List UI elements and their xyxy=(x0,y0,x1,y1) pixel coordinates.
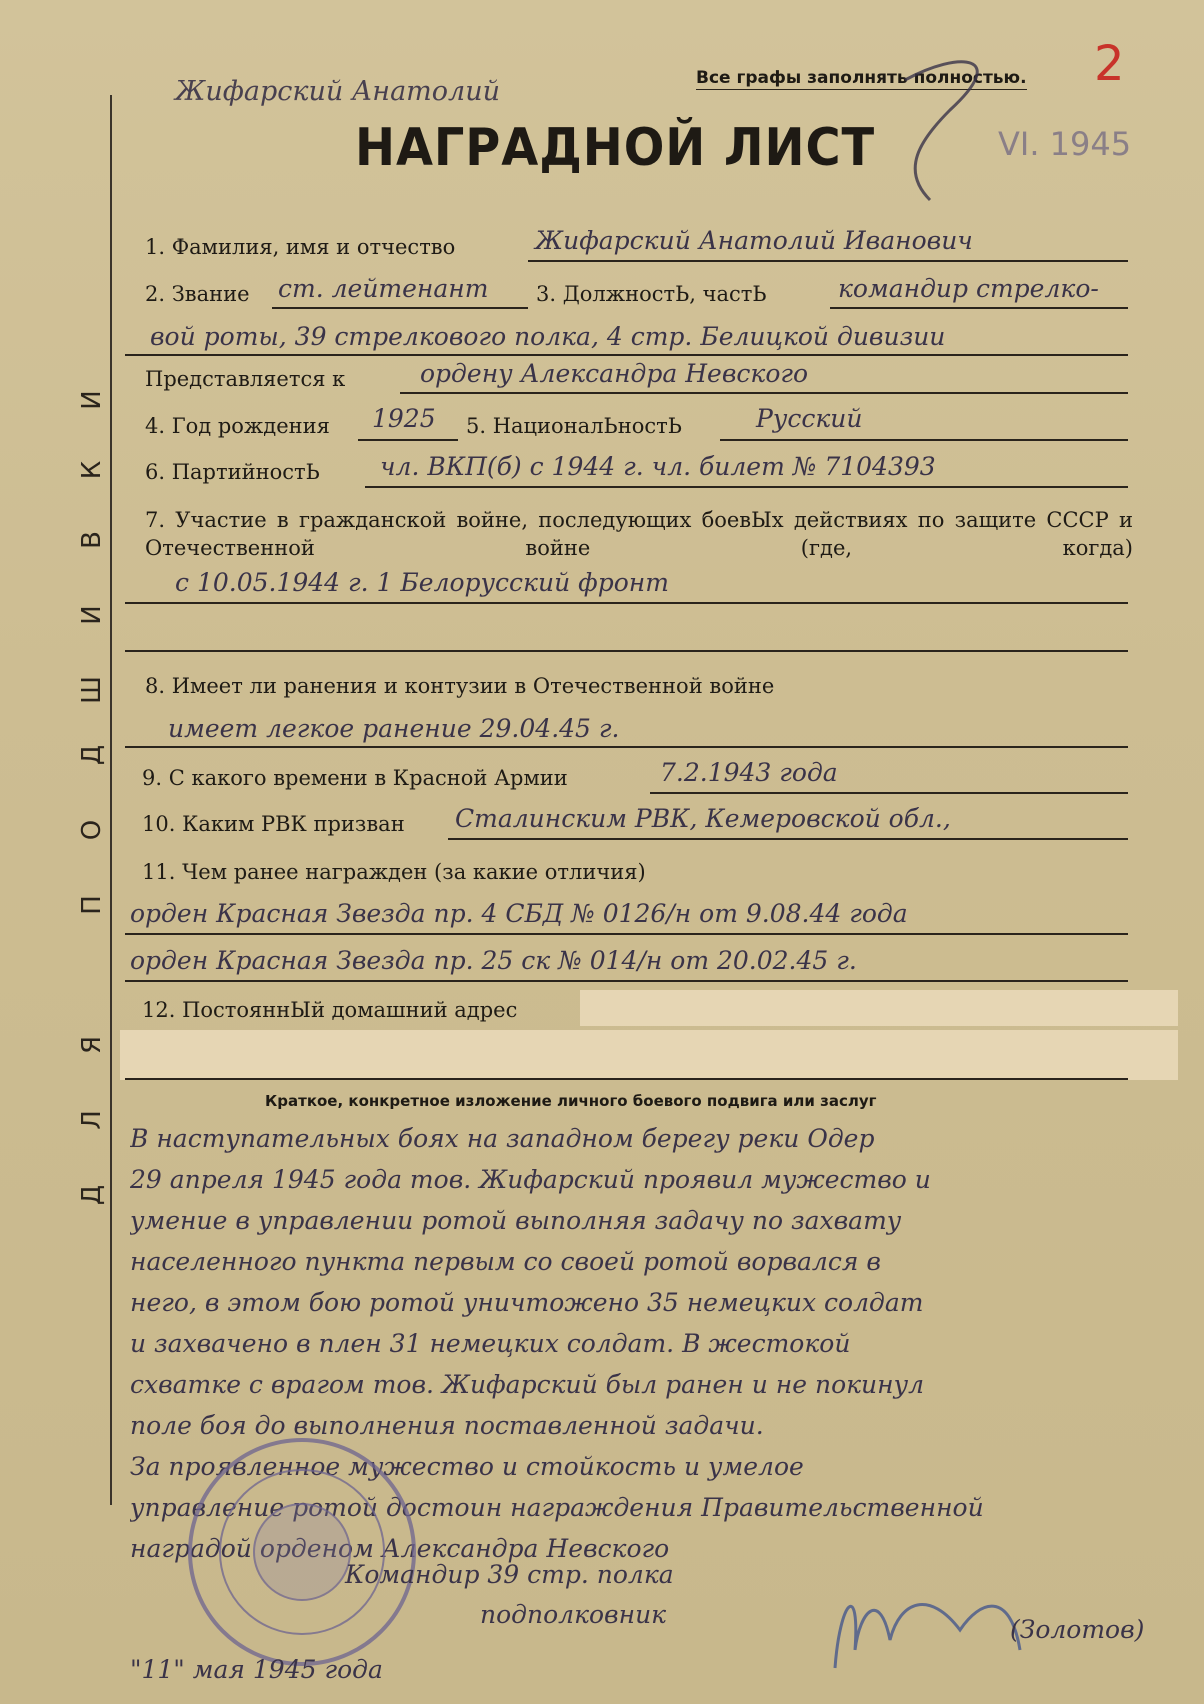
field-4-label: 4. Год рождения xyxy=(145,414,330,438)
field-11-value-1: орден Красная Звезда пр. 4 СБД № 0126/н от 9.08.44 года xyxy=(130,899,908,928)
field-5-value: Русский xyxy=(756,404,863,433)
field-8-label: 8. Имеет ли ранения и контузии в Отечественной войне xyxy=(145,674,775,698)
binding-letter: Д xyxy=(77,1184,107,1206)
official-seal xyxy=(190,1440,414,1664)
field-3-label: 3. ДолжностЬ, частЬ xyxy=(536,282,767,306)
field-1-value: Жифарский Анатолий Иванович xyxy=(535,226,973,255)
narrative-line: и захвачено в плен 31 немецких солдат. В жестокой xyxy=(130,1329,851,1358)
document-title: НАГРАДНОЙ ЛИСТ xyxy=(355,118,876,178)
presented-label: Представляется к xyxy=(145,367,346,391)
signatory-name: (Золотов) xyxy=(1010,1615,1145,1644)
binding-letter: В xyxy=(77,531,107,549)
field-11-label: 11. Чем ранее награжден (за какие отличия) xyxy=(142,860,646,884)
field-6-value: чл. ВКП(б) с 1944 г. чл. билет № 7104393 xyxy=(380,452,936,481)
narrative-line: За проявленное мужество и стойкость и умелое xyxy=(130,1452,804,1481)
binding-letter: Ш xyxy=(77,676,107,704)
field-2-label: 2. Звание xyxy=(145,282,250,306)
field-3-value-continued: вой роты, 39 стрелкового полка, 4 стр. Белицкой дивизии xyxy=(150,322,946,351)
narrative-line: него, в этом бою ротой уничтожено 35 немецких солдат xyxy=(130,1288,924,1317)
narrative-line: умение в управлении ротой выполняя задачу по захвату xyxy=(130,1206,902,1235)
field-7-value: с 10.05.1944 г. 1 Белорусский фронт xyxy=(175,568,669,597)
binding-letter: Л xyxy=(77,1110,107,1130)
signing-date: "11" мая 1945 года xyxy=(130,1655,383,1684)
narrative-line: поле боя до выполнения поставленной задачи. xyxy=(130,1411,764,1440)
narrative-heading: Краткое, конкретное изложение личного боевого подвига или заслуг xyxy=(265,1092,877,1110)
narrative-line: населенного пункта первым со своей ротой ворвался в xyxy=(130,1247,881,1276)
field-5-label: 5. НационалЬностЬ xyxy=(466,414,682,438)
presented-value: ордену Александра Невского xyxy=(420,359,809,388)
field-4-value: 1925 xyxy=(372,404,436,433)
binding-letter: О xyxy=(77,819,107,841)
date-stamp: VI. 1945 xyxy=(998,125,1132,163)
narrative-line: наградой орденом Александра Невского xyxy=(130,1534,670,1563)
field-7-label: 7. Участие в гражданской войне, последующих боевЫх действиях по защите СССР и Отечественной войне (где, когда) xyxy=(145,508,1133,560)
top-handwritten-note: Жифарский Анатолий xyxy=(175,76,501,107)
narrative-line: 29 апреля 1945 года тов. Жифарский проявил мужество и xyxy=(130,1165,931,1194)
field-9-label: 9. С какого времени в Красной Армии xyxy=(142,766,568,790)
narrative-line: управление ротой достоин награждения Правительственной xyxy=(130,1493,984,1522)
field-10-label: 10. Каким РВК призван xyxy=(142,812,405,836)
binding-letter: П xyxy=(77,895,107,915)
binding-letter: К xyxy=(77,460,107,480)
field-3-value: командир стрелко- xyxy=(838,274,1099,303)
narrative-line: схватке с врагом тов. Жифарский был ранен и не покинул xyxy=(130,1370,925,1399)
fill-instruction: Все графы заполнять полностью. xyxy=(696,68,1027,88)
title-ink-mark xyxy=(905,62,977,200)
signatory-rank: подполковник xyxy=(480,1600,667,1629)
binding-letter: Я xyxy=(77,1035,107,1055)
field-9-value: 7.2.1943 года xyxy=(660,758,838,787)
narrative-line: В наступательных боях на западном берегу реки Одер xyxy=(130,1124,875,1153)
binding-letter: И xyxy=(77,390,107,410)
field-12-label: 12. ПостояннЫй домашний адрес xyxy=(142,998,518,1022)
field-10-value: Сталинским РВК, Кемеровской обл., xyxy=(455,804,951,833)
field-1-label: 1. Фамилия, имя и отчество xyxy=(145,235,456,259)
field-2-value: ст. лейтенант xyxy=(278,274,489,303)
commander-signature xyxy=(835,1605,1020,1668)
field-11-value-2: орден Красная Звезда пр. 25 ск № 014/н от 20.02.45 г. xyxy=(130,946,857,975)
field-6-label: 6. ПартийностЬ xyxy=(145,460,320,484)
page-number: 2 xyxy=(1094,36,1125,92)
signatory-position: Командир 39 стр. полка xyxy=(345,1560,674,1589)
binding-letter: И xyxy=(77,605,107,625)
binding-letter: Д xyxy=(77,744,107,766)
field-8-value: имеет легкое ранение 29.04.45 г. xyxy=(168,714,620,743)
